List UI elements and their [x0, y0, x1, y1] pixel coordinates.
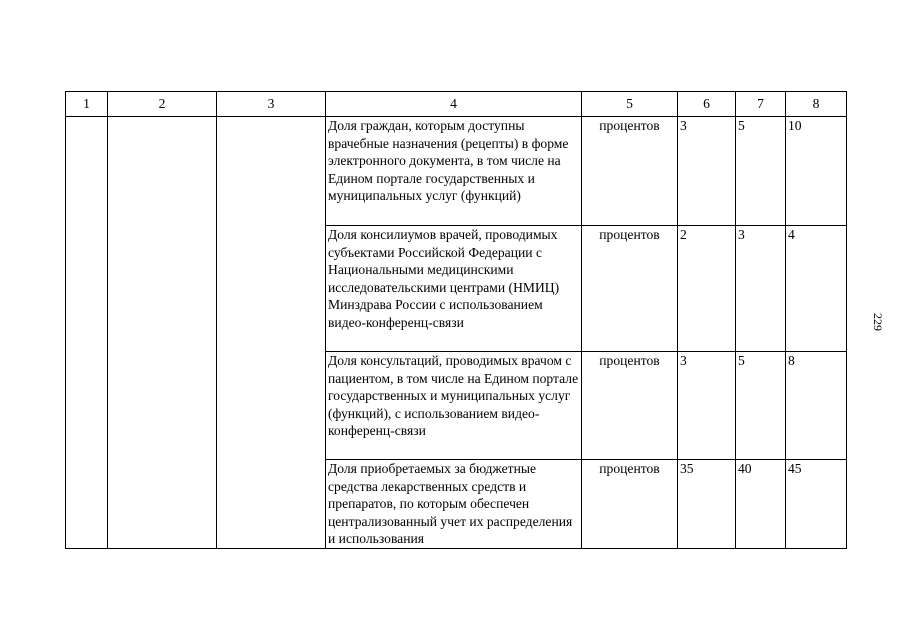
- unit-cell: процентов: [582, 226, 678, 352]
- value-col8: 10: [786, 117, 847, 226]
- cell-col1: [66, 117, 108, 549]
- indicator-description: Доля граждан, которым доступны врачебные назначения (рецепты) в форме электронного документа, в том числе на Едином портале государственных и муниципальных услуг (функций): [326, 117, 582, 226]
- column-header: 1: [66, 92, 108, 117]
- unit-cell: процентов: [582, 460, 678, 549]
- indicator-description: Доля приобретаемых за бюджетные средства лекарственных средств и препаратов, по которым обеспечен централизованный учет их распределения и использования: [326, 460, 582, 549]
- value-col8: 4: [786, 226, 847, 352]
- column-header: 3: [217, 92, 326, 117]
- indicators-table: [65, 91, 847, 549]
- table-header-row: [66, 92, 847, 117]
- indicator-description: Доля консультаций, проводимых врачом с пациентом, в том числе на Едином портале государственных и муниципальных услуг (функций), с использованием видео-конференц-связи: [326, 352, 582, 460]
- value-col8: 8: [786, 352, 847, 460]
- table-row: [66, 117, 847, 226]
- value-col6: 3: [678, 352, 736, 460]
- value-col7: 5: [736, 117, 786, 226]
- page-number: 229: [871, 313, 885, 331]
- column-header: 6: [678, 92, 736, 117]
- value-col6: 2: [678, 226, 736, 352]
- value-col6: 35: [678, 460, 736, 549]
- value-col6: 3: [678, 117, 736, 226]
- cell-col2: [108, 117, 217, 549]
- cell-col3: [217, 117, 326, 549]
- column-header: 8: [786, 92, 847, 117]
- column-header: 2: [108, 92, 217, 117]
- column-header: 7: [736, 92, 786, 117]
- value-col7: 3: [736, 226, 786, 352]
- value-col8: 45: [786, 460, 847, 549]
- unit-cell: процентов: [582, 352, 678, 460]
- column-header: 4: [326, 92, 582, 117]
- value-col7: 5: [736, 352, 786, 460]
- column-header: 5: [582, 92, 678, 117]
- value-col7: 40: [736, 460, 786, 549]
- indicator-description: Доля консилиумов врачей, проводимых субъектами Российской Федерации с Национальными медицинскими исследовательскими центрами (НМИЦ) Минздрава России с использованием видео-конференц-связи: [326, 226, 582, 352]
- unit-cell: процентов: [582, 117, 678, 226]
